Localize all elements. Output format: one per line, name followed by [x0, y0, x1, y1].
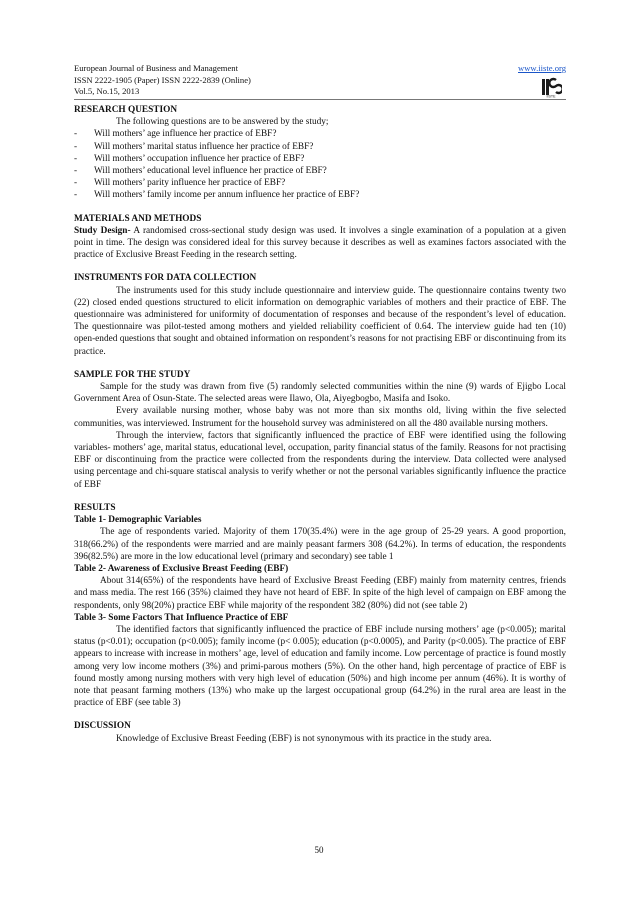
sample-paragraph-3: Through the interview, factors that significantly influenced the practice of EBF were identified using the following variables- mothers’ age, marital status, educational level, occupation, parity financial status of the family. Reasons for not practising EBF or discontinuing from the practice were collected from the respondents during the interview. Data collected were analysed using percentage and chi-square statiscal analysis to verify whether or not the personal variables significantly influence the practice of EBF — [74, 430, 566, 490]
table1-paragraph: The age of respondents varied. Majority of them 170(35.4%) were in the age group of 25-29 years. A good proportion, 318(66.2%) of the respondents were married and are mainly peasant farmers 308 (64.2%). In terms of education, the respondents 396(82.5%) are more in the low educational level (primary and secondary) see table 1 — [74, 527, 566, 562]
materials-heading: MATERIALS AND METHODS — [74, 213, 202, 224]
table3-paragraph: The identified factors that significantly influenced the practice of EBF include nursing mothers’ age (p<0.005); marital status (p<0.01); occupation (p<0.005); family income (p< 0.005); education (p<0.0005), and Parity (p<0.005). The practice of EBF appears to increase with increase in mothers’ age, level of education and family income. Low percentage of practice is found mostly among very low income mothers (3%) and primi-parous mothers (5%). On the other hand, high percentage of practice of EBF is found mostly among nursing mothers with very high level of education (50%) and high income per annum (46%). It is worthy of note that peasant farming mothers (13%) who make up the largest occupational group (64.2%) in the rural area are least in the practice of EBF (see table 3) — [74, 624, 566, 709]
list-item: - Will mothers’ parity influence her practice of EBF? — [74, 178, 286, 189]
bullet-dash: - — [74, 190, 78, 201]
list-item: - Will mothers’ educational level influence her practice of EBF? — [74, 166, 327, 177]
sample-paragraph-1: Sample for the study was drawn from five (5) randomly selected communities within the nine (9) wards of Ejigbo Local Government Area of Osun-State. The selected areas were Ilawo, Ola, Aiyegbogbo, Masifa and Isoko. — [74, 382, 566, 405]
results-heading: RESULTS — [74, 502, 116, 513]
website-link[interactable]: www.iiste.org — [518, 63, 566, 73]
bullet-dash: - — [74, 178, 78, 189]
study-design-text: A randomised cross-sectional study design was used. It involves a single examination of a population at a given point in time. The design was considered ideal for this survey because it describes as well as examines factors associated with the practice of Exclusive Breast Feeding in the research setting. — [74, 225, 566, 261]
page-number: 50 — [314, 845, 324, 855]
list-item: - Will mothers’ occupation influence her practice of EBF? — [74, 153, 305, 164]
instruments-heading: INSTRUMENTS FOR DATA COLLECTION — [74, 273, 257, 284]
issn-line: ISSN 2222-1905 (Paper) ISSN 2222-2839 (Online) — [74, 74, 251, 85]
table3-title: Table 3- Some Factors That Influence Practice of EBF — [74, 612, 289, 623]
header-divider — [74, 99, 566, 100]
table2-title: Table 2- Awareness of Exclusive Breast Feeding (EBF) — [74, 563, 289, 574]
list-item: - Will mothers’ marital status influence her practice of EBF? — [74, 141, 314, 152]
sample-heading: SAMPLE FOR THE STUDY — [74, 369, 191, 380]
instruments-paragraph: The instruments used for this study include questionnaire and interview guide. The questionnaire contains twenty two (22) closed ended questions structured to elicit information on demographic variables of mothers and their practice of EBF. The questionnaire was administered for uniformity of documentation of responses and because of the respondent’s level of education. The questionnaire was pilot-tested among mothers and yielded reliability coefficient of 0.64. The interview guide had ten (10) open-ended questions that sought and obtained information on respondent’s reasons for not practising EBF or discontinuing from its practice. — [74, 285, 566, 357]
discussion-heading: DISCUSSION — [74, 721, 131, 732]
list-item: - Will mothers’ family income per annum influence her practice of EBF? — [74, 190, 360, 201]
study-design-lead: Study Design- — [74, 225, 131, 236]
table1-title: Table 1- Demographic Variables — [74, 515, 202, 526]
sample-paragraph-2: Every available nursing mother, whose baby was not more than six months old, living within the five selected communities, was interviewed. Instrument for the household survey was administered on all the 480 available nursing mothers. — [74, 406, 566, 429]
iiste-logo-icon — [540, 76, 562, 98]
bullet-dash: - — [74, 129, 78, 140]
main-content — [74, 104, 566, 745]
study-design-paragraph — [74, 225, 566, 262]
running-header — [74, 63, 566, 98]
research-question-intro: The following questions are to be answered by the study; — [116, 117, 329, 128]
journal-name: European Journal of Business and Management — [74, 63, 238, 73]
discussion-paragraph: Knowledge of Exclusive Breast Feeding (EBF) is not synonymous with its practice in the study area. — [116, 733, 492, 744]
bullet-dash: - — [74, 166, 78, 177]
logo-lettering: IISTE — [546, 94, 556, 98]
bullet-dash: - — [74, 141, 78, 152]
research-question-list — [74, 128, 566, 201]
volume-line: Vol.5, No.15, 2013 — [74, 86, 140, 96]
research-question-heading: RESEARCH QUESTION — [74, 105, 178, 115]
table2-paragraph: About 314(65%) of the respondents have heard of Exclusive Breast Feeding (EBF) mainly from maternity centres, friends and mass media. The rest 166 (35%) claimed they have not heard of EBF. In spite of the high level of campaign on EBF among the respondents, only 98(20%) practice EBF while majority of the respondent 382 (80%) did not (see table 2) — [74, 576, 566, 611]
bullet-dash: - — [74, 153, 78, 164]
list-item: - Will mothers’ age influence her practice of EBF? — [74, 129, 277, 140]
